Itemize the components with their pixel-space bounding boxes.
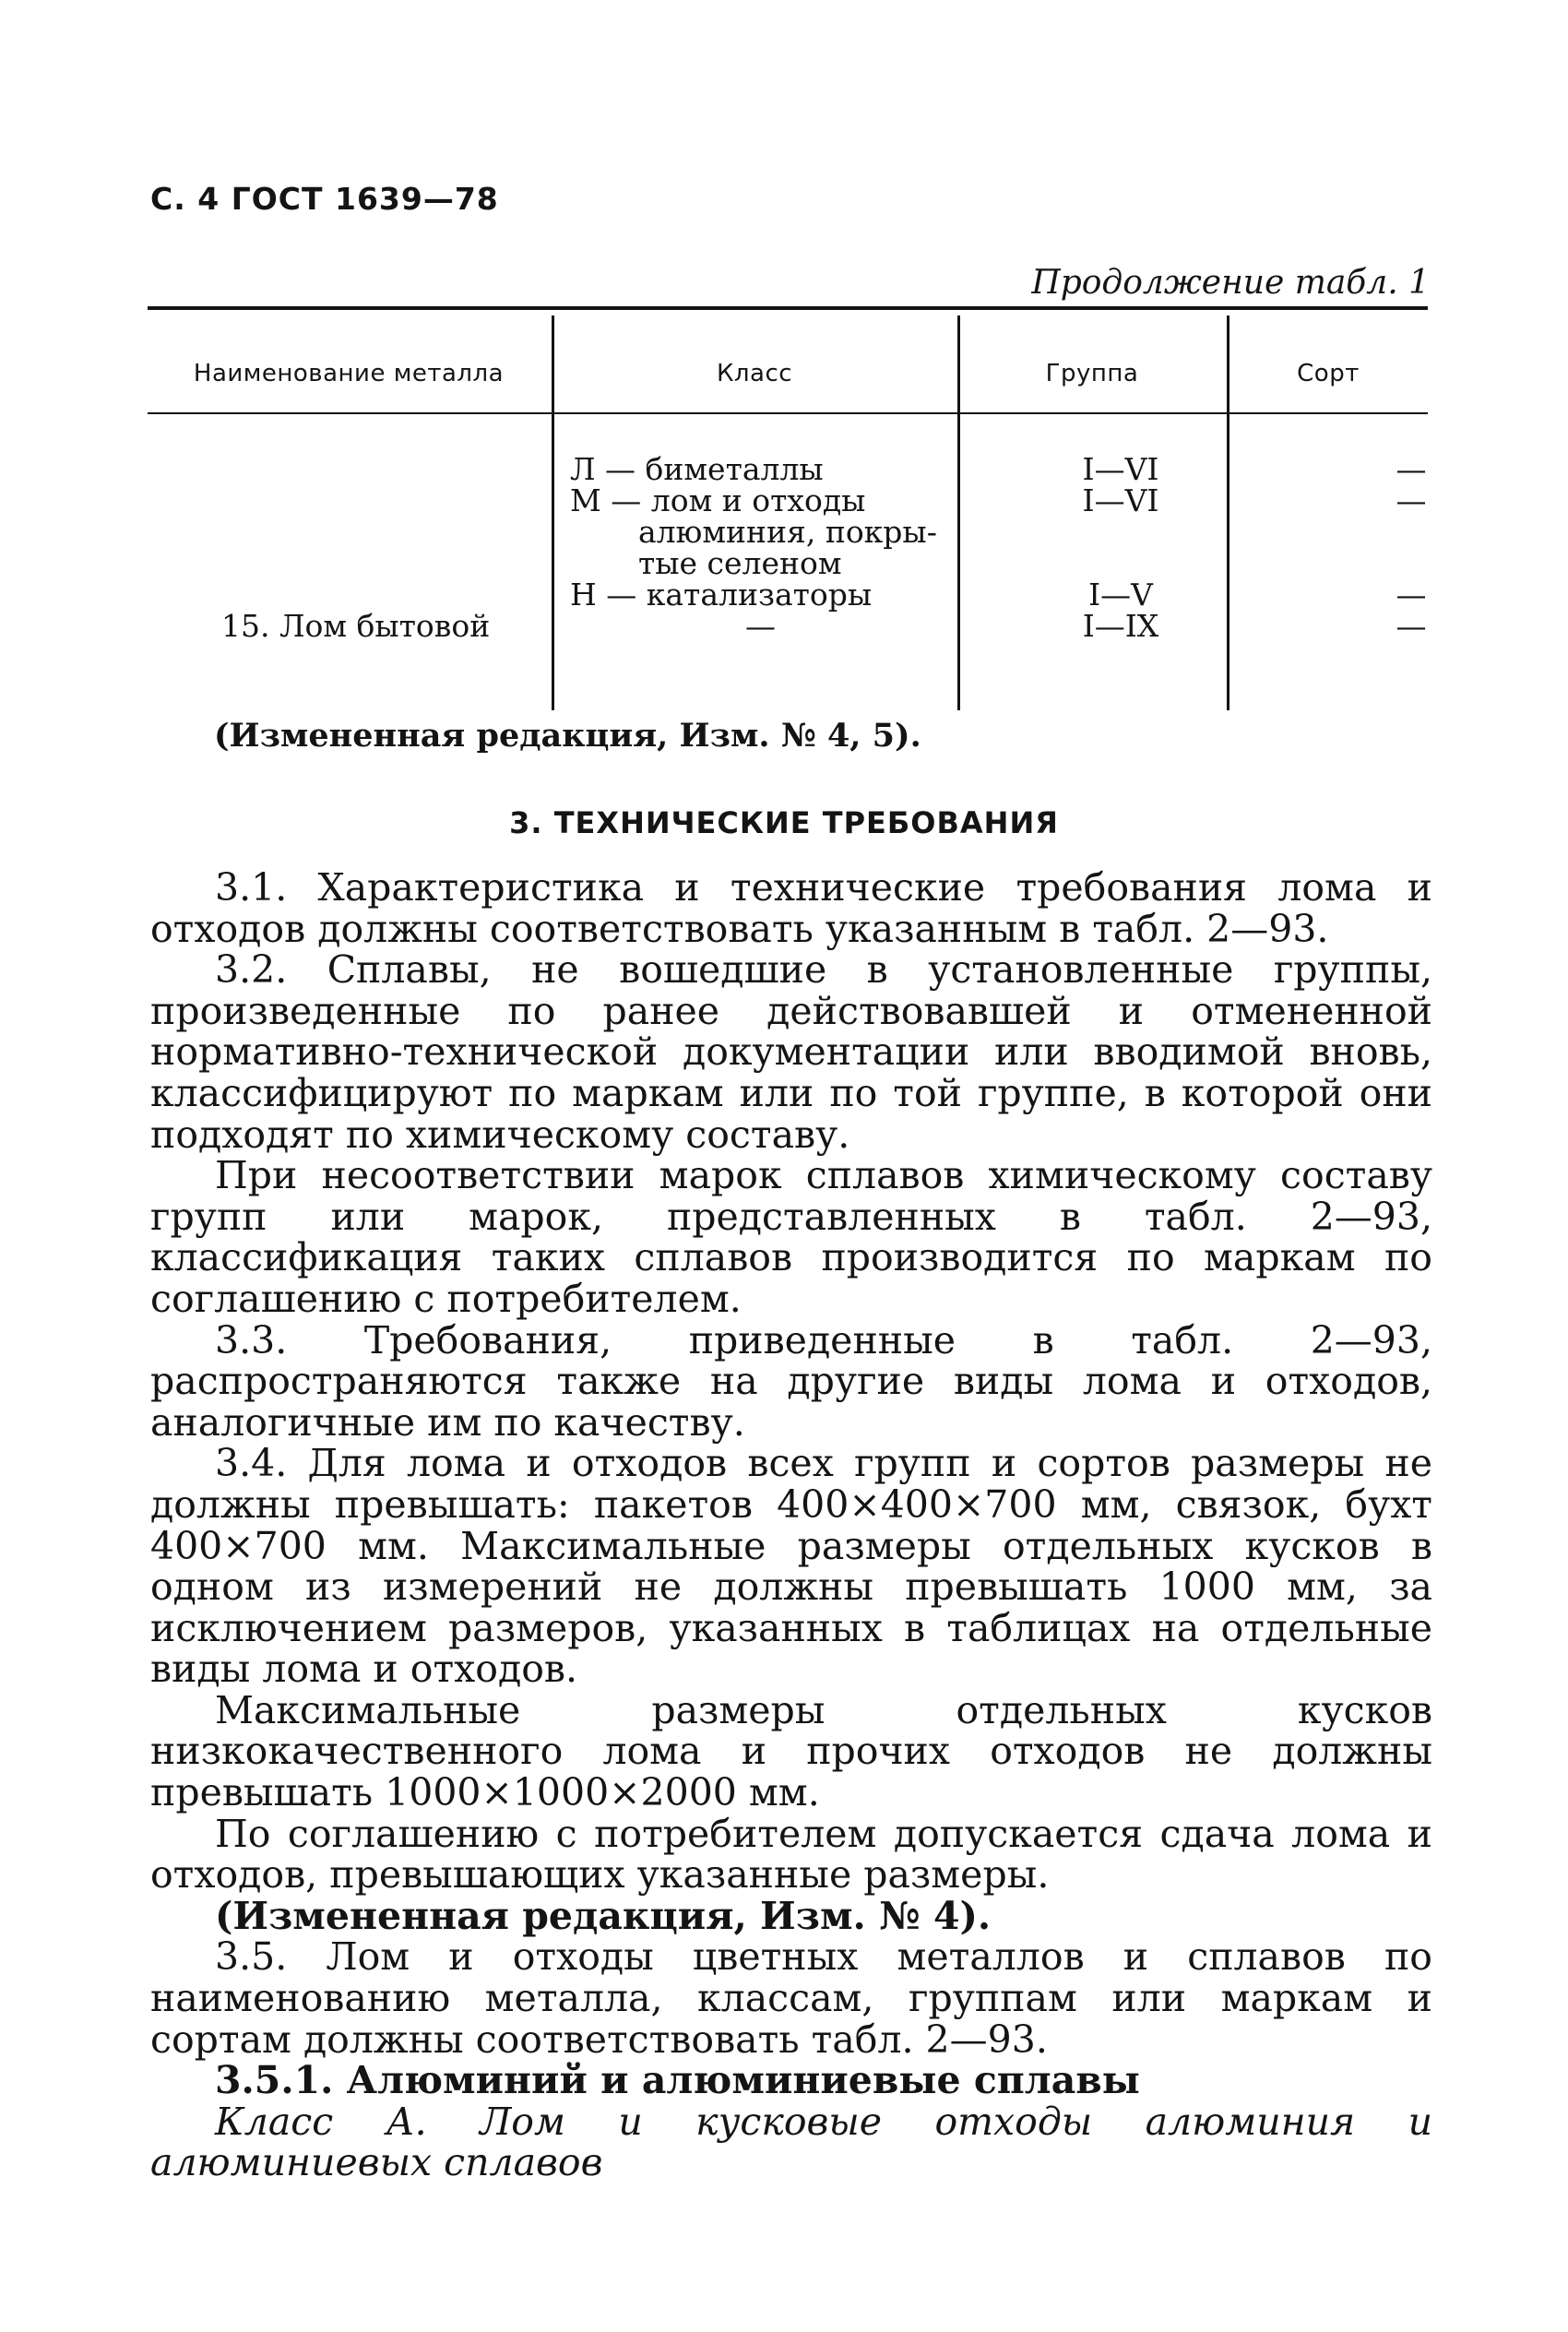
data-table [148,306,1428,708]
paragraph: 3.3. Требования, приведенные в табл. 2—93, распространяются также на другие виды лома и отходов, аналогичные им по качеству. [150,1317,1432,1445]
sort-cell: — [1396,451,1427,487]
table-continuation-label: Продолжение табл. 1 [1031,264,1430,302]
metal-name-cell: 15. Лом бытовой [221,608,491,644]
page-header: С. 4 ГОСТ 1639—78 [150,181,499,217]
class-line: М — лом и отходы [570,482,866,518]
column-header-metal: Наименование металла [193,360,505,387]
paragraph: Максимальные размеры отдельных кусков низкокачественного лома и прочих отходов не должны превышать 1000×1000×2000 мм. [150,1687,1432,1815]
revision-note: (Измененная редакция, Изм. № 4, 5). [214,717,921,755]
column-header-sort: Сорт [1297,360,1360,387]
table-top-rule [148,306,1428,310]
body-text [150,867,1432,2183]
table-header-rule [148,412,1428,414]
paragraph: 3.1. Характеристика и технические требования лома и отходов должны соответствовать указанным в табл. 2—93. [150,865,1432,951]
class-line: тые селеном [638,545,842,581]
paragraph: 3.4. Для лома и отходов всех групп и сортов размеры не должны превышать: пакетов 400×400×700 мм, связок, бухт 400×700 мм. Максимальные размеры отдельных кусков в одном из измерений не должны превышать 1000 мм, за исключением размеров, указанных в таблицах на отдельные виды лома и отходов. [150,1441,1432,1692]
group-cell: I—V [1088,577,1153,613]
column-header-class: Класс [716,360,793,387]
class-line: — [745,608,776,644]
group-cell: I—VI [1082,482,1159,518]
column-header-group: Группа [1045,360,1139,387]
paragraph: При несоответствии марок сплавов химическому составу групп или марок, представленных в табл. 2—93, классификация таких сплавов производится по маркам по соглашению с потребителем. [150,1153,1432,1321]
class-line: Н — катализаторы [570,577,873,613]
sort-cell: — [1396,482,1427,518]
paragraph: 3.5. Лом и отходы цветных металлов и сплавов по наименованию металла, классам, группам или маркам и сортам должны соответствовать табл. 2—93. [150,1934,1432,2062]
sort-cell: — [1396,608,1427,644]
paragraph: По соглашению с потребителем допускается сдача лома и отходов, превышающих указанные размеры. [150,1811,1432,1898]
paragraph: 3.2. Сплавы, не вошедшие в установленные группы, произведенные по ранее действовавшей и отмененной нормативно-технической документации или вводимой вновь, классифицируют по маркам или по той группе, в которой они подходят по химическому составу. [150,947,1432,1157]
subsection-title: 3.5.1. Алюминий и алюминиевые сплавы [215,2058,1140,2103]
class-heading: Класс А. Лом и кусковые отходы алюминия и алюминиевых сплавов [150,2099,1432,2185]
section-title: 3. ТЕХНИЧЕСКИЕ ТРЕБОВАНИЯ [509,805,1059,840]
class-line: Л — биметаллы [570,451,824,487]
group-cell: I—VI [1082,451,1159,487]
class-line: алюминия, покры- [638,514,937,550]
group-cell: I—IX [1082,608,1159,644]
sort-cell: — [1396,577,1427,613]
revision-note: (Измененная редакция, Изм. № 4). [215,1893,992,1938]
